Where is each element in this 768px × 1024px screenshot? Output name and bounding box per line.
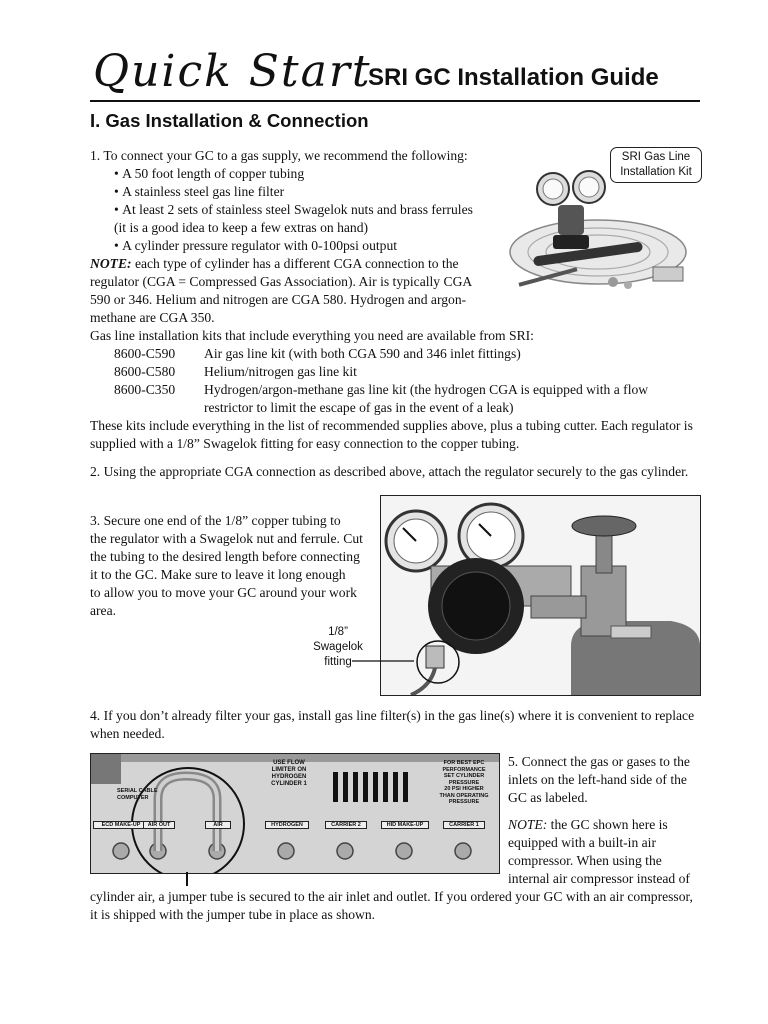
port-label: HID MAKE-UP (381, 821, 429, 829)
kit-description: Air gas line kit (with both CGA 590 and 346 inlet fittings) (204, 346, 521, 361)
kit-description: Helium/nitrogen gas line kit (204, 364, 357, 379)
title-divider (90, 100, 700, 102)
step3-line: 3. Secure one end of the 1/8” copper tubing to (90, 513, 341, 528)
jumper-pointer (186, 872, 188, 886)
list-item: • A stainless steel gas line filter (114, 184, 285, 199)
final-line: it is shipped with the jumper tube in place as shown. (90, 907, 376, 922)
port-label: CARRIER 1 (443, 821, 485, 829)
note-line: regulator (CGA = Compressed Gas Association). Air is typically CGA (90, 274, 473, 289)
step3-line: area. (90, 603, 117, 618)
serial-label: SERIAL CABLE COMPUTER (117, 788, 158, 801)
list-item-continuation: (it is a good idea to keep a few extras on hand) (114, 220, 369, 235)
list-item: • A 50 foot length of copper tubing (114, 166, 305, 181)
port-label: CARRIER 2 (325, 821, 367, 829)
port-label: ECD MAKE-UP (93, 821, 149, 829)
step3-line: the tubing to the desired length before connecting (90, 549, 360, 564)
note2-line: NOTE: the GC shown here is (508, 817, 668, 832)
kit-description: Hydrogen/argon-methane gas line kit (the hydrogen CGA is equipped with a flow (204, 382, 649, 397)
step5-line: 5. Connect the gas or gases to the (508, 754, 690, 769)
port-label: AIR (205, 821, 231, 829)
kit-code: 8600-C580 (114, 364, 176, 379)
note2-label: NOTE: (508, 817, 548, 832)
step3-line: to allow you to move your GC around your work (90, 585, 357, 600)
step1-intro: 1. To connect your GC to a gas supply, we recommend the following: (90, 148, 468, 163)
note2-line: internal air compressor instead of (508, 871, 690, 886)
step3-line: the regulator with a Swagelok nut and ferrule. Cut (90, 531, 363, 546)
list-item: • A cylinder pressure regulator with 0-100psi output (114, 238, 398, 253)
quick-start-script-title: Quick Start (93, 46, 372, 97)
port-label: HYDROGEN (265, 821, 309, 829)
section-heading: I. Gas Installation & Connection (90, 110, 369, 131)
step5-line: inlets on the left-hand side of the (508, 772, 687, 787)
final-line: cylinder air, a jumper tube is secured to the air inlet and outlet. If you ordered your GC with an air compressor, (90, 889, 693, 904)
list-item: • At least 2 sets of stainless steel Swagelok nuts and brass ferrules (114, 202, 473, 217)
kits-intro: Gas line installation kits that include everything you need are available from SRI: (90, 328, 534, 343)
kit-code: 8600-C590 (114, 346, 176, 361)
epc-label: FOR BEST EPC PERFORMANCE SET CYLINDER PRESSURE 20 PSI HIGHER THAN OPERATING PRESSURE (439, 760, 489, 805)
step3-line: it to the GC. Make sure to leave it long enough (90, 567, 346, 582)
note-line: NOTE: each type of cylinder has a different CGA connection to the (90, 256, 459, 271)
note2-line: equipped with a built-in air (508, 835, 656, 850)
step5-line: GC as labeled. (508, 790, 588, 805)
use-flow-label: USE FLOW LIMITER ON HYDROGEN CYLINDER 1 (271, 760, 307, 787)
port-label: AIR OUT (143, 821, 175, 829)
note-line: 590 or 346. Helium and nitrogen are CGA 580. Hydrogen and argon- (90, 292, 467, 307)
fitting-label: 1/8” Swagelok fitting (313, 626, 363, 668)
fitting-callout-pointer (352, 640, 462, 684)
closing-line: supplied with a 1/8” Swagelok fitting for easy connection to the copper tubing. (90, 436, 520, 451)
note-label: NOTE: (90, 256, 132, 271)
note-line: methane are CGA 350. (90, 310, 215, 325)
note2-line: compressor. When using the (508, 853, 662, 868)
page-title: SRI GC Installation Guide (368, 64, 659, 91)
closing-line: These kits include everything in the list of recommended supplies above, plus a tubing cutter. Each regulator is (90, 418, 693, 433)
gc-panel-photo (90, 753, 500, 874)
kit-callout: SRI Gas Line Installation Kit (610, 147, 702, 183)
step4-line: when needed. (90, 726, 165, 741)
kit-description-continuation: restrictor to limit the escape of gas in the event of a leak) (204, 400, 514, 415)
kit-code: 8600-C350 (114, 382, 176, 397)
step2-text: 2. Using the appropriate CGA connection as described above, attach the regulator securely to the gas cylinder. (90, 464, 689, 479)
step4-line: 4. If you don’t already filter your gas, install gas line filter(s) in the gas line(s) where it is convenient to replace (90, 708, 695, 723)
